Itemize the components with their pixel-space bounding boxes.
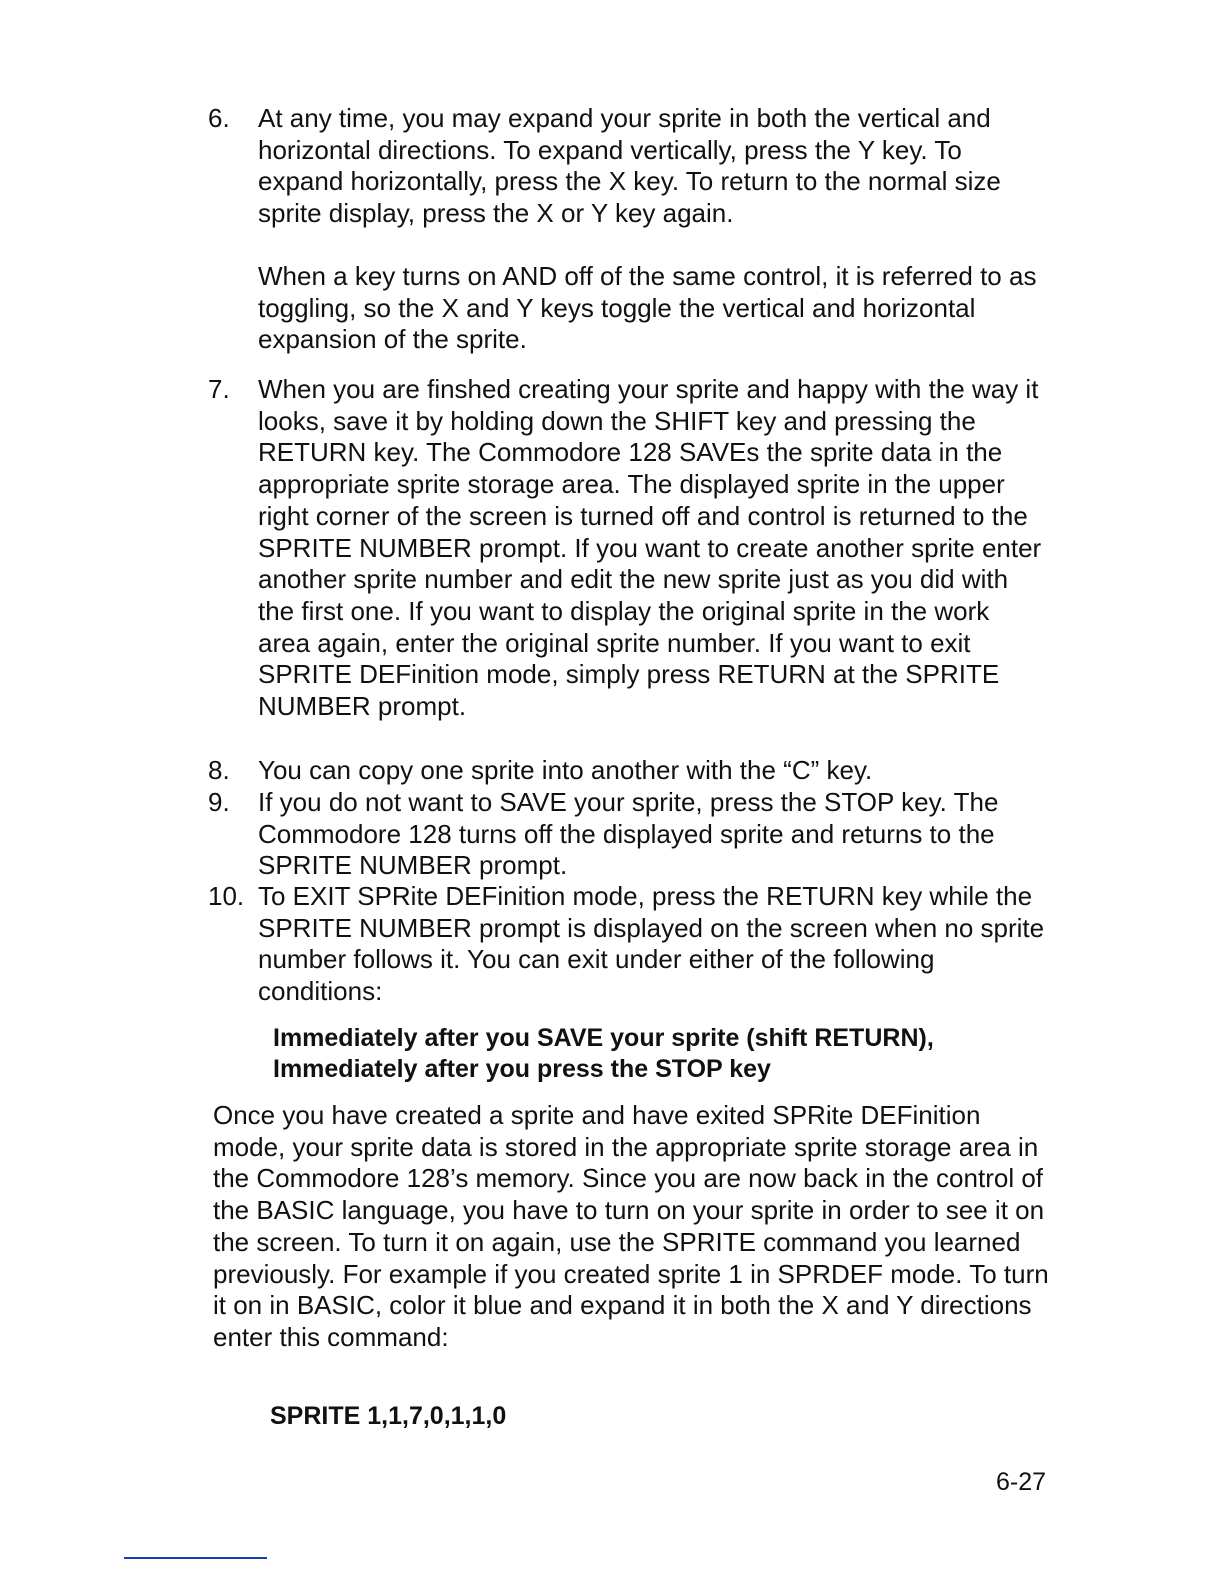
list-item-8 [208,755,1048,787]
item-number: 8. [208,755,230,785]
list-item-6-note [258,261,1048,356]
item-text: When a key turns on AND off of the same control, it is referred to as toggling, so the X and Y keys toggle the vertical and horizontal expansion of the sprite. [258,261,1037,355]
list-item-9 [208,787,1048,882]
page-number: 6-27 [996,1468,1047,1496]
list-item-7 [208,374,1048,723]
list-item-10 [208,881,1048,1008]
condition-save: Immediately after you SAVE your sprite (shift RETURN), [273,1024,934,1052]
item-text: You can copy one sprite into another with the “C” key. [258,755,873,785]
condition-stop: Immediately after you press the STOP key [273,1055,771,1083]
exit-conditions [273,1023,1053,1085]
item-text: If you do not want to SAVE your sprite, press the STOP key. The Commodore 128 turns off the displayed sprite and returns to the SPRITE NUMBER prompt. [258,787,999,881]
item-number: 7. [208,374,230,404]
sprite-command: SPRITE 1,1,7,0,1,1,0 [270,1402,507,1430]
item-text: At any time, you may expand your sprite in both the vertical and horizontal directions. To expand vertically, press the Y key. To expand horizontally, press the X key. To return to the normal size sprite display, press the X or Y key again. [258,103,1001,229]
list-item-6 [208,103,1048,230]
item-number: 9. [208,787,230,817]
item-text: To EXIT SPRite DEFinition mode, press the RETURN key while the SPRITE NUMBER prompt is displayed on the screen when no sprite number follows it. You can exit under either of the following conditions: [258,881,1045,1007]
body-paragraph: Once you have created a sprite and have exited SPRite DEFinition mode, your sprite data is stored in the appropriate sprite storage area in the Commodore 128’s memory. Since you are now back in the control of the BASIC language, you have to turn on your sprite in order to see it on the screen. To turn it on again, use the SPRITE command you learned previously. For example if you created sprite 1 in SPRDEF mode. To turn it on in BASIC, color it blue and expand it in both the X and Y directions enter this command: [213,1100,1049,1352]
footer-rule [124,1557,267,1559]
item-number: 10. [208,881,245,911]
item-number: 6. [208,103,230,133]
item-text: When you are finshed creating your sprite and happy with the way it looks, save it by holding down the SHIFT key and pressing the RETURN key. The Commodore 128 SAVEs the sprite data in the appropriate sprite storage area. The displayed sprite in the upper right corner of the screen is turned off and control is returned to the SPRITE NUMBER prompt. If you want to create another sprite enter another sprite number and edit the new sprite just as you did with the first one. If you want to display the original sprite in the work area again, enter the original sprite number. If you want to exit SPRITE DEFinition mode, simply press RETURN at the SPRITE NUMBER prompt. [258,374,1042,722]
